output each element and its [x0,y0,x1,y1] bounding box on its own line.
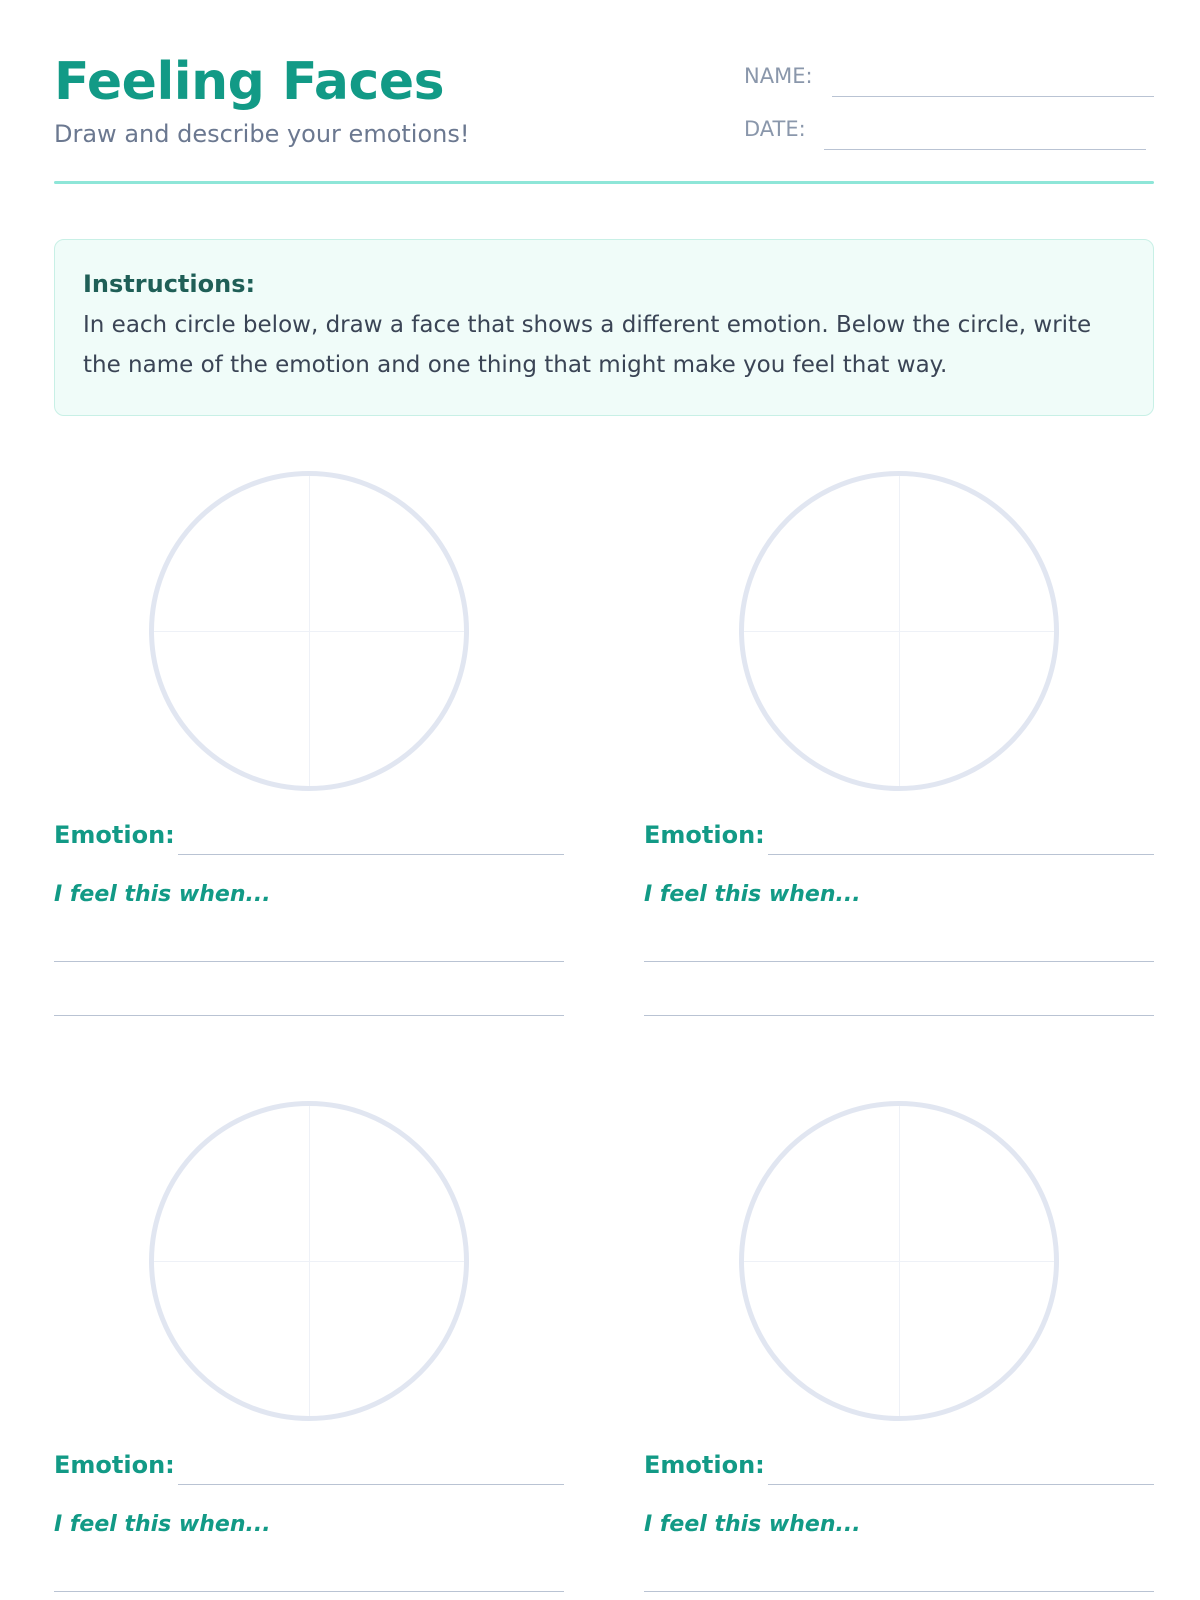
page-title: Feeling Faces [54,52,445,112]
emotion-label: Emotion: [644,821,765,849]
circle-guide-horizontal [744,631,1054,632]
date-field[interactable] [824,149,1146,150]
feel-line-1[interactable] [644,961,1154,962]
emotion-field[interactable] [178,854,564,855]
name-label: NAME: [744,64,813,88]
feel-prompt: I feel this when... [644,882,861,907]
feel-line-2[interactable] [644,1015,1154,1016]
name-field[interactable] [832,96,1154,97]
instructions-box [54,239,1154,416]
feel-line-1[interactable] [644,1591,1154,1592]
feel-prompt: I feel this when... [54,882,271,907]
face-drawing-circle[interactable] [739,1101,1059,1421]
header-divider [54,181,1154,184]
circle-guide-horizontal [154,631,464,632]
page-subtitle: Draw and describe your emotions! [54,120,470,148]
face-drawing-circle[interactable] [149,471,469,791]
emotion-label: Emotion: [54,821,175,849]
feel-line-1[interactable] [54,1591,564,1592]
instructions-title: Instructions: [83,270,256,298]
circle-guide-horizontal [744,1261,1054,1262]
face-drawing-circle[interactable] [149,1101,469,1421]
feel-prompt: I feel this when... [54,1512,271,1537]
emotion-field[interactable] [768,854,1154,855]
emotion-field[interactable] [768,1484,1154,1485]
emotion-field[interactable] [178,1484,564,1485]
feel-line-2[interactable] [54,1015,564,1016]
feel-prompt: I feel this when... [644,1512,861,1537]
date-label: DATE: [744,117,806,141]
emotion-label: Emotion: [54,1451,175,1479]
instructions-text: In each circle below, draw a face that shows a different emotion. Below the circle, write the name of the emotion and one thing that might make you feel that way. [83,312,1092,378]
emotion-label: Emotion: [644,1451,765,1479]
feel-line-1[interactable] [54,961,564,962]
circle-guide-horizontal [154,1261,464,1262]
face-drawing-circle[interactable] [739,471,1059,791]
